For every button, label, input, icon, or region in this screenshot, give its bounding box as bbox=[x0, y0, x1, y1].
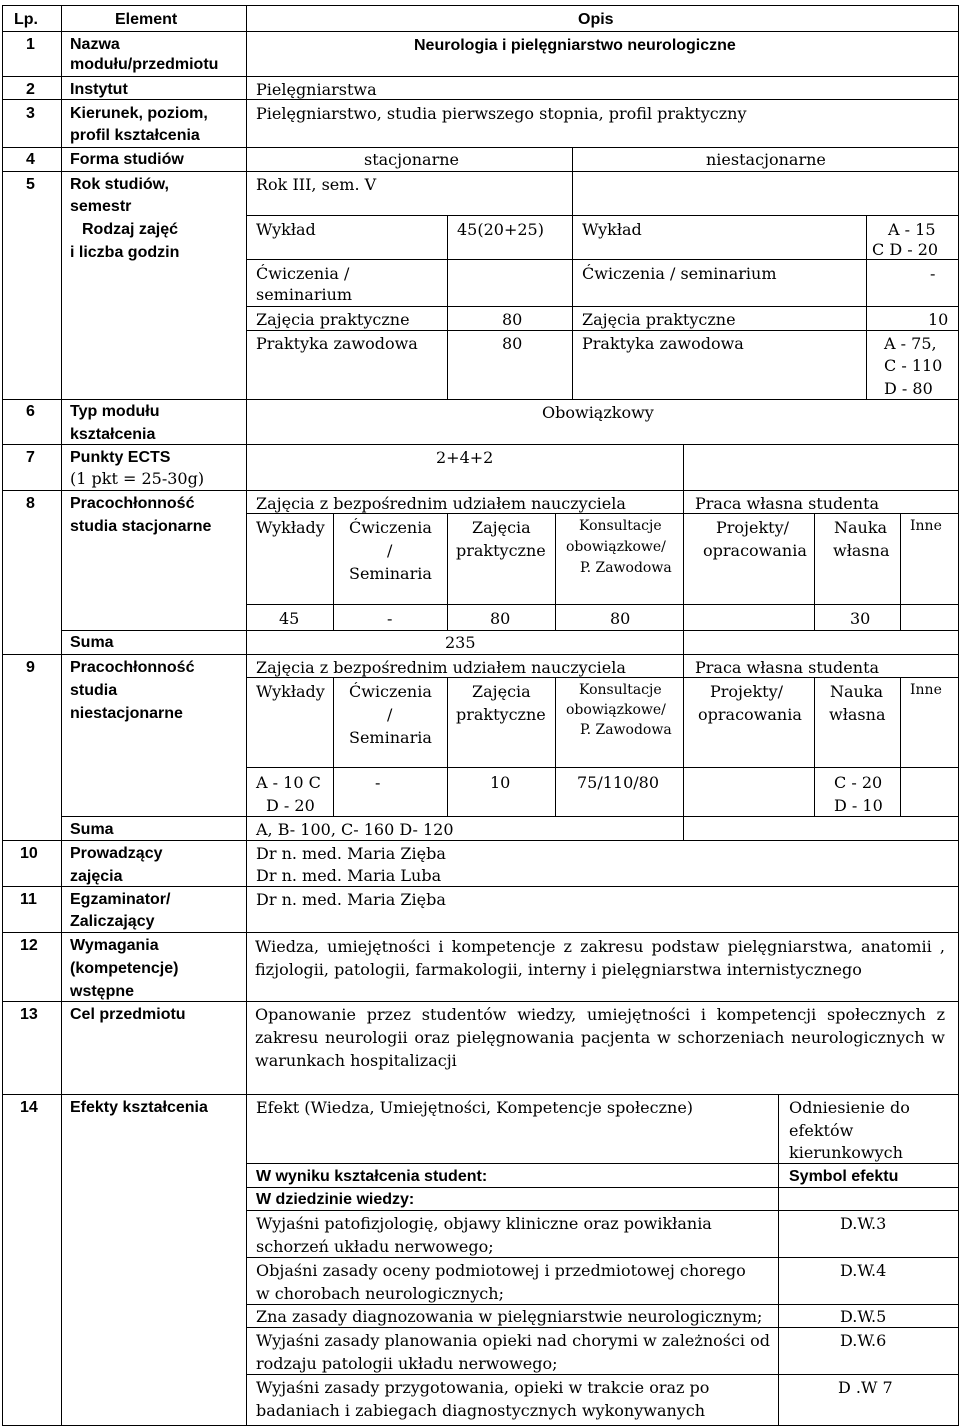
class-hours: 10 bbox=[928, 310, 949, 329]
form-niestacjonarne: niestacjonarne bbox=[706, 150, 826, 169]
class-type: Zajęcia praktyczne bbox=[582, 310, 736, 329]
table-border bbox=[572, 215, 573, 399]
effect-text: Wyjaśni zasady planowania opieki nad chorymi w zależności od bbox=[256, 1331, 770, 1350]
class-type: Wykład bbox=[582, 220, 642, 239]
table-border bbox=[2, 490, 959, 491]
hours-value: D - 20 bbox=[266, 796, 315, 815]
effect-text: Wyjaśni zasady przygotowania, opieki w trakcie oraz po bbox=[256, 1378, 710, 1397]
class-hours: 80 bbox=[502, 334, 523, 353]
row-label: (1 pkt = 25-30g) bbox=[70, 469, 205, 488]
row-label: Pracochłonność bbox=[70, 495, 195, 512]
row-number: 8 bbox=[26, 495, 35, 512]
column-header: Ćwiczenia bbox=[349, 682, 432, 701]
table-border bbox=[246, 259, 959, 260]
row-label: wstępne bbox=[70, 983, 135, 1000]
table-border bbox=[572, 171, 573, 215]
table-border bbox=[2, 5, 3, 1426]
reference-header: kierunkowych bbox=[789, 1143, 903, 1162]
sum-label: Suma bbox=[70, 634, 114, 651]
row-number: 3 bbox=[26, 105, 35, 122]
table-border bbox=[246, 306, 959, 307]
row-label: Rodzaj zajęć bbox=[82, 221, 179, 238]
column-header: Zajęcia bbox=[472, 682, 531, 701]
hours-value: - bbox=[387, 609, 393, 628]
header-element: Element bbox=[115, 11, 178, 28]
column-header: obowiązkowe/ bbox=[566, 702, 666, 718]
class-hours: - bbox=[930, 264, 936, 283]
column-header: praktyczne bbox=[456, 705, 546, 724]
course-goal-text: Opanowanie przez studentów wiedzy, umiejętności i kompetencji społecznych z zakresu neurologii oraz pielęgnowania pacjenta w schorzeniach neurologicznych w warunkach hospitalizacji bbox=[255, 1005, 945, 1070]
table-border bbox=[572, 147, 573, 171]
row-label: Efekty kształcenia bbox=[70, 1099, 208, 1116]
row-label: Egzaminator/ bbox=[70, 891, 171, 908]
table-border bbox=[246, 5, 247, 1426]
column-header: Projekty/ bbox=[716, 518, 790, 537]
row-number: 5 bbox=[26, 176, 35, 193]
class-type: Ćwiczenia / seminarium bbox=[582, 264, 777, 283]
class-type: Wykład bbox=[256, 220, 316, 239]
table-border bbox=[2, 171, 959, 172]
row-label: Nazwa bbox=[70, 36, 120, 53]
effect-text: Objaśni zasady oceny podmiotowej i przedmiotowej chorego bbox=[256, 1261, 746, 1280]
class-hours: C D - 20 bbox=[872, 240, 939, 259]
row-label: modułu/przedmiotu bbox=[70, 56, 219, 73]
hours-value: A - 10 C bbox=[256, 773, 321, 792]
column-header: Wykłady bbox=[256, 518, 325, 537]
row-label: Forma studiów bbox=[70, 151, 184, 168]
row-number: 7 bbox=[26, 449, 35, 466]
instructor-name: Dr n. med. Maria Luba bbox=[256, 866, 442, 885]
table-border bbox=[2, 31, 959, 32]
row-label: zajęcia bbox=[70, 868, 123, 885]
table-border bbox=[447, 215, 448, 399]
class-hours: A - 75, bbox=[884, 334, 937, 353]
row-label: Typ modułu bbox=[70, 403, 160, 420]
reference-header: efektów bbox=[789, 1121, 854, 1140]
row-label: Cel przedmiotu bbox=[70, 1006, 186, 1023]
row-value: Pielęgniarstwa bbox=[256, 80, 377, 99]
table-border bbox=[900, 513, 901, 630]
row-label: studia bbox=[70, 682, 118, 699]
column-header: praktyczne bbox=[456, 541, 546, 560]
effect-text: rodzaju patologii układu nerwowego; bbox=[256, 1354, 558, 1373]
sum-value: 235 bbox=[445, 633, 476, 652]
effect-text: w chorobach neurologicznych; bbox=[256, 1284, 504, 1303]
effect-symbol: D.W.3 bbox=[840, 1214, 887, 1233]
class-hours: 45(20+25) bbox=[457, 220, 544, 239]
class-type: seminarium bbox=[256, 285, 353, 304]
row-value: Rok III, sem. V bbox=[256, 175, 377, 194]
class-hours: A - 15 bbox=[888, 220, 936, 239]
table-border bbox=[2, 1094, 959, 1095]
table-border bbox=[958, 5, 959, 1426]
column-header: P. Zawodowa bbox=[580, 722, 672, 738]
column-header: Inne bbox=[910, 682, 942, 698]
row-label: Instytut bbox=[70, 81, 128, 98]
table-border bbox=[2, 840, 959, 841]
column-header: Konsultacje bbox=[579, 518, 662, 534]
column-header: Seminaria bbox=[349, 564, 432, 583]
row-number: 1 bbox=[26, 36, 35, 53]
class-type: Praktyka zawodowa bbox=[582, 334, 744, 353]
table-border bbox=[683, 490, 684, 513]
table-border bbox=[683, 654, 684, 677]
effect-text: Wyjaśni patofizjologię, objawy kliniczne oraz powikłania bbox=[256, 1214, 712, 1233]
header-lp: Lp. bbox=[14, 11, 38, 28]
column-header: Nauka bbox=[830, 682, 884, 701]
column-header: Nauka bbox=[834, 518, 888, 537]
class-hours: D - 80 bbox=[884, 379, 933, 398]
table-border bbox=[683, 513, 684, 630]
row-number: 14 bbox=[20, 1099, 38, 1116]
row-value: Pielęgniarstwo, studia pierwszego stopnia, profil praktyczny bbox=[256, 104, 747, 123]
column-header: Inne bbox=[910, 518, 942, 534]
knowledge-domain-header: W dziedzinie wiedzy: bbox=[256, 1191, 415, 1208]
hours-value: D - 10 bbox=[834, 796, 883, 815]
table-border bbox=[814, 677, 815, 816]
row-number: 6 bbox=[26, 403, 35, 420]
column-header: Seminaria bbox=[349, 728, 432, 747]
row-label: Punkty ECTS bbox=[70, 449, 171, 466]
hours-value: C - 20 bbox=[834, 773, 883, 792]
effect-symbol: D.W.6 bbox=[840, 1331, 887, 1350]
group-header: Zajęcia z bezpośrednim udziałem nauczyciela bbox=[256, 658, 626, 677]
hours-value: 80 bbox=[610, 609, 631, 628]
prerequisites-text: Wiedza, umiejętności i kompetencje z zakresu podstaw pielęgniarstwa, anatomii , fizjologii, patologii, farmakologii, interny i pielęgniarstwa internistycznego bbox=[255, 937, 945, 979]
table-border bbox=[814, 513, 815, 630]
effect-symbol: D.W.5 bbox=[840, 1307, 887, 1326]
class-hours: C - 110 bbox=[884, 356, 943, 375]
row-label: Wymagania bbox=[70, 937, 159, 954]
row-label: studia stacjonarne bbox=[70, 518, 212, 535]
table-border bbox=[246, 215, 959, 216]
ects-value: 2+4+2 bbox=[436, 448, 494, 467]
header-opis: Opis bbox=[578, 11, 614, 28]
form-stacjonarne: stacjonarne bbox=[364, 150, 459, 169]
reference-header: Odniesienie do bbox=[789, 1098, 910, 1117]
column-header: Konsultacje bbox=[579, 682, 662, 698]
effects-subheader: W wyniku kształcenia student: bbox=[256, 1168, 488, 1185]
group-header: Zajęcia z bezpośrednim udziałem nauczyciela bbox=[256, 494, 626, 513]
table-border bbox=[683, 677, 684, 816]
column-header: Projekty/ bbox=[710, 682, 784, 701]
hours-value: 45 bbox=[279, 609, 300, 628]
row-number: 13 bbox=[20, 1006, 38, 1023]
row-label: Zaliczający bbox=[70, 913, 155, 930]
row-label: Prowadzący bbox=[70, 845, 163, 862]
table-border bbox=[555, 677, 556, 816]
table-border bbox=[246, 604, 959, 605]
row-number: 2 bbox=[26, 81, 35, 98]
column-header: opracowania bbox=[703, 541, 807, 560]
row-label: Kierunek, poziom, bbox=[70, 105, 208, 122]
table-border bbox=[61, 5, 62, 1426]
row-label: niestacjonarne bbox=[70, 705, 183, 722]
symbol-header: Symbol efektu bbox=[789, 1168, 899, 1185]
table-border bbox=[2, 886, 959, 887]
hours-value: 30 bbox=[850, 609, 871, 628]
column-header: Wykłady bbox=[256, 682, 325, 701]
module-name: Neurologia i pielęgniarstwo neurologiczne bbox=[414, 37, 736, 54]
column-header: obowiązkowe/ bbox=[566, 539, 666, 555]
effect-symbol: D.W.4 bbox=[840, 1261, 887, 1280]
group-header: Praca własna studenta bbox=[695, 658, 880, 677]
row-label: Pracochłonność bbox=[70, 659, 195, 676]
table-border bbox=[2, 654, 959, 655]
table-border bbox=[447, 513, 448, 630]
table-border bbox=[555, 513, 556, 630]
row-number: 4 bbox=[26, 151, 35, 168]
module-type: Obowiązkowy bbox=[542, 403, 654, 422]
table-border bbox=[778, 1094, 779, 1425]
table-border bbox=[683, 816, 684, 840]
row-number: 11 bbox=[20, 891, 37, 908]
group-header: Praca własna studenta bbox=[695, 494, 880, 513]
column-header: własna bbox=[833, 541, 890, 560]
row-label: i liczba godzin bbox=[70, 244, 180, 261]
table-border bbox=[333, 513, 334, 630]
row-number: 12 bbox=[20, 937, 38, 954]
row-number: 10 bbox=[20, 845, 38, 862]
effect-text: schorzeń układu nerwowego; bbox=[256, 1237, 494, 1256]
table-border bbox=[333, 677, 334, 816]
hours-value: - bbox=[375, 773, 381, 792]
table-border bbox=[246, 767, 959, 768]
row-number: 9 bbox=[26, 659, 35, 676]
table-border bbox=[900, 677, 901, 816]
table-border bbox=[2, 76, 959, 77]
column-header: opracowania bbox=[698, 705, 802, 724]
sum-label: Suma bbox=[70, 821, 114, 838]
class-type: Zajęcia praktyczne bbox=[256, 310, 410, 329]
row-label: (kompetencje) bbox=[70, 960, 179, 977]
table-border bbox=[683, 444, 684, 490]
row-label: semestr bbox=[70, 198, 132, 215]
table-border bbox=[866, 215, 867, 399]
row-label: Rok studiów, bbox=[70, 176, 169, 193]
row-label: kształcenia bbox=[70, 426, 156, 443]
table-border bbox=[2, 99, 959, 100]
class-type: Ćwiczenia / bbox=[256, 264, 350, 283]
effect-text: badaniach i zabiegach diagnostycznych wykonywanych bbox=[256, 1401, 706, 1420]
hours-value: 80 bbox=[490, 609, 511, 628]
column-header: Zajęcia bbox=[472, 518, 531, 537]
instructor-name: Dr n. med. Maria Zięba bbox=[256, 844, 446, 863]
table-border bbox=[683, 630, 684, 654]
column-header: Ćwiczenia bbox=[349, 518, 432, 537]
effect-text: Zna zasady diagnozowania w pielęgniarstwie neurologicznym; bbox=[256, 1307, 763, 1326]
class-hours: 80 bbox=[502, 310, 523, 329]
table-border bbox=[2, 5, 959, 6]
column-header: własna bbox=[829, 705, 886, 724]
class-type: Praktyka zawodowa bbox=[256, 334, 418, 353]
hours-value: 10 bbox=[490, 773, 511, 792]
hours-value: 75/110/80 bbox=[577, 773, 660, 792]
sum-value: A, B- 100, C- 160 D- 120 bbox=[256, 820, 454, 839]
column-header: / bbox=[387, 541, 393, 560]
table-border bbox=[447, 677, 448, 816]
column-header: P. Zawodowa bbox=[580, 560, 672, 576]
effect-symbol: D .W 7 bbox=[838, 1378, 893, 1397]
column-header: / bbox=[387, 705, 393, 724]
row-label: profil kształcenia bbox=[70, 127, 200, 144]
table-border bbox=[2, 1001, 959, 1002]
table-border bbox=[61, 630, 959, 631]
effects-header: Efekt (Wiedza, Umiejętności, Kompetencje społeczne) bbox=[256, 1098, 694, 1117]
table-border bbox=[61, 816, 959, 817]
examiner-name: Dr n. med. Maria Zięba bbox=[256, 890, 446, 909]
